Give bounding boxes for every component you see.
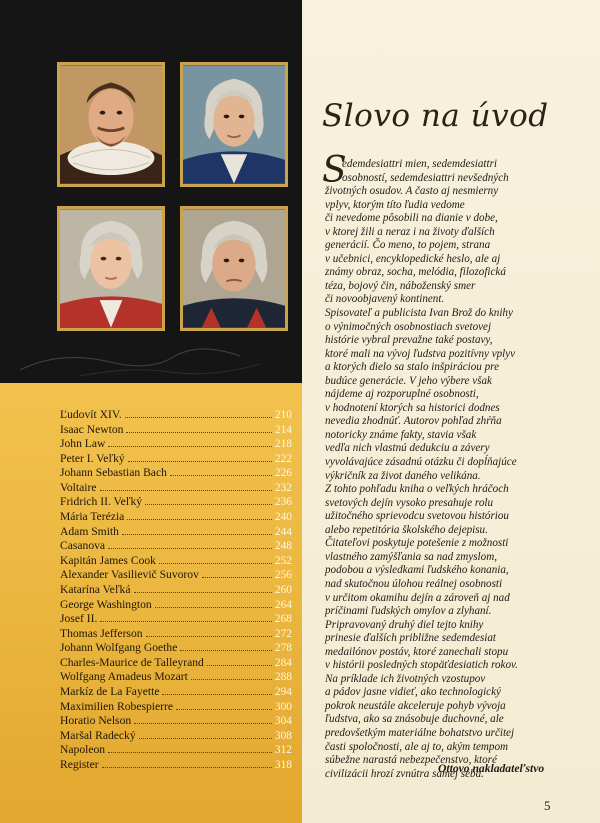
toc-entry-page: 244 [274, 525, 292, 538]
text-line: alebo repetitória školského dejepisu. [325, 523, 488, 536]
text-line: svetových dejín vysoko presahuje rolu [325, 496, 493, 509]
toc-entry-page: 272 [274, 627, 292, 640]
toc-leader-dots [159, 563, 272, 564]
toc-leader-dots [134, 592, 272, 593]
toc-entry [60, 641, 292, 656]
toc-entry-page: 318 [274, 758, 292, 771]
text-line: či novoobjavený kontinent. [325, 293, 445, 306]
toc-entry-name: Voltaire [60, 480, 97, 494]
toc-entry-name: Napoleon [60, 743, 106, 757]
toc-entry [60, 510, 292, 525]
toc-entry-page: 278 [274, 642, 292, 655]
text-line: užitočného sprievodcu svetovou históriou [325, 510, 509, 523]
toc-entry-name: Maximilien Robespierre [60, 699, 174, 713]
decorative-swirl [0, 340, 302, 390]
page-number: 5 [544, 798, 551, 813]
toc-entry-page: 264 [274, 598, 292, 611]
toc-leader-dots [139, 738, 272, 739]
text-line: notoricky známe fakty, stavia však [325, 428, 477, 441]
toc-leader-dots [207, 665, 272, 666]
text-line: pokrok neustále akceleruje pohyb vývoja [325, 699, 506, 712]
toc-entry-page: 214 [274, 423, 292, 436]
toc-entry-name: Josef II. [60, 612, 98, 626]
toc-entry [60, 525, 292, 540]
toc-entry-name: Wolfgang Amadeus Mozart [60, 670, 188, 684]
toc-entry-page: 284 [274, 656, 292, 669]
text-line: vlastného zamýšľania sa nad zmyslom, [325, 550, 497, 563]
toc-entry-page: 210 [274, 409, 292, 421]
text-line: nevedia zhodnúť. Autorov pohľad zhŕňa [325, 415, 502, 428]
toc-entry [60, 743, 292, 758]
toc-entry [60, 408, 292, 423]
toc-leader-dots [170, 475, 272, 476]
text-line: prinesie ďalších približne sedemdesiat [325, 632, 496, 645]
toc-entry [60, 758, 292, 773]
toc-entry-name: Johann Wolfgang Goethe [60, 641, 178, 655]
toc-leader-dots [125, 417, 272, 418]
text-line: nad skutočnou úlohou reálnej osobnosti [325, 577, 503, 590]
toc-entry-page: 308 [274, 729, 292, 742]
text-line: životných osudov. A často aj nesmierny [325, 185, 499, 198]
text-line: známy obraz, socha, melódia, filozofická [325, 266, 506, 279]
page-title: Slovo na úvod [322, 98, 549, 134]
toc-leader-dots [162, 694, 271, 695]
text-line: vplyv, ktorým títo ľudia vedome [325, 198, 465, 211]
text-line: príčinami ľudských omylov a zlyhaní. [325, 605, 492, 618]
toc-entry [60, 568, 292, 583]
toc-entry-name: Katarína Veľká [60, 582, 131, 596]
toc-entry [60, 583, 292, 598]
toc-entry-page: 256 [274, 569, 292, 582]
text-line: vyvolávajúce zásadnú otázku či dopĺňajúce [325, 456, 517, 469]
toc-leader-dots [108, 548, 272, 549]
toc-entry [60, 539, 292, 554]
toc-leader-dots [127, 519, 272, 520]
text-line: predovšetkým materiálne bohatstvo určitej [325, 726, 515, 739]
toc-entry-name: Isaac Newton [60, 422, 124, 436]
toc-entry [60, 700, 292, 715]
toc-entry-name: Johann Sebastian Bach [60, 466, 167, 480]
text-line: či nevedome pôsobili na dianie v dobe, [325, 212, 498, 225]
toc-entry-page: 294 [274, 685, 292, 698]
text-line: generácií. Čo meno, to pojem, strana [325, 239, 491, 252]
toc-leader-dots [202, 577, 272, 578]
text-line: histórie vybral prevažne také postavy, [325, 334, 493, 347]
toc-entry [60, 627, 292, 642]
text-line: Čitateľovi poskytuje potešenie z možnosti [325, 537, 509, 550]
text-line: v určitom okamihu dejín a zároveň aj nad [325, 591, 510, 604]
toc-leader-dots [108, 752, 272, 753]
toc-entry [60, 481, 292, 496]
text-line: téza, bojový čin, náboženský smer [325, 279, 476, 292]
toc-entry-name: Mária Terézia [60, 510, 125, 524]
toc-entry-name: John Law [60, 437, 106, 451]
text-line: medailónov postáv, ktoré zanechali stopu [325, 645, 509, 658]
toc-entry-page: 222 [274, 452, 292, 465]
toc-entry-name: Peter I. Veľký [60, 451, 125, 465]
toc-entry [60, 466, 292, 481]
toc-entry-name: Adam Smith [60, 524, 119, 538]
toc-entry-name: Ľudovít XIV. [60, 408, 122, 421]
toc-entry [60, 423, 292, 438]
publisher-signature: Ottovo nakladateľstvo [438, 762, 545, 775]
toc-leader-dots [126, 432, 271, 433]
toc-entry-name: Horatio Nelson [60, 714, 132, 728]
text-line: ktoré mali na vývoj ľudstva pozitívny vplyv [325, 347, 516, 360]
text-line: nájdeme aj rozporuplné osobnosti, [325, 388, 479, 401]
toc-entry [60, 612, 292, 627]
toc-entry [60, 685, 292, 700]
text-line: osobností, sedemdesiattri nevšedných [342, 171, 509, 184]
drop-cap: S [322, 150, 347, 191]
table-of-contents [60, 408, 292, 772]
toc-leader-dots [100, 490, 272, 491]
text-line: Na príklade ich životných vzostupov [325, 672, 486, 685]
toc-entry-name: Thomas Jefferson [60, 626, 143, 640]
toc-entry-name: Kapitán James Cook [60, 553, 156, 567]
text-line: ľudstva, ako sa znásobuje duchovné, ale [325, 713, 504, 726]
toc-leader-dots [180, 650, 272, 651]
toc-entry-name: Markíz de La Fayette [60, 684, 160, 698]
toc-entry-page: 288 [274, 671, 292, 684]
toc-entry-page: 240 [274, 511, 292, 524]
toc-entry-name: Casanova [60, 539, 106, 553]
toc-entry [60, 714, 292, 729]
text-line: edemdesiattri mien, sedemdesiattri [342, 158, 497, 170]
toc-entry-name: Register [60, 757, 99, 771]
text-line: vedľa nich vlastnú dedukciu a závery [325, 442, 490, 455]
toc-entry [60, 598, 292, 613]
toc-entry-page: 300 [274, 700, 292, 713]
text-line: súbežne narastá nebezpečenstvo, ktoré [325, 754, 497, 767]
intro-text [322, 150, 570, 781]
text-line: Pripravovaný druhý diel tejto knihy [325, 618, 484, 631]
text-line: o výnimočných osobnostiach svetovej [325, 320, 492, 333]
toc-leader-dots [146, 636, 272, 637]
toc-entry-page: 304 [274, 715, 292, 728]
toc-leader-dots [145, 504, 272, 505]
text-line: Spisovateľ a publicista Ivan Brož do knihy [325, 307, 513, 320]
text-line: a pádov jasne vidieť, ako technologický [325, 686, 501, 699]
toc-leader-dots [122, 534, 272, 535]
text-line: civilizácii hrozí zvnútra samej seba. [325, 767, 484, 780]
toc-leader-dots [134, 723, 272, 724]
text-line: budúce generácie. V jeho výbere však [325, 374, 492, 387]
portrait-white-wig [180, 62, 288, 187]
toc-entry-name: Maršal Radecký [60, 728, 136, 742]
toc-entry [60, 670, 292, 685]
text-line: v učebnici, encyklopedické heslo, ale aj [325, 252, 501, 265]
toc-entry-page: 226 [274, 467, 292, 480]
text-line: výkričník za život daného velikána. [325, 469, 481, 482]
toc-entry [60, 554, 292, 569]
toc-leader-dots [102, 767, 272, 768]
portrait-tricorn-era [180, 206, 288, 331]
toc-entry-page: 232 [274, 481, 292, 494]
toc-leader-dots [100, 621, 272, 622]
toc-leader-dots [176, 709, 272, 710]
text-line: Z tohto pohľadu kniha o veľkých hráčoch [325, 483, 509, 496]
text-line: a ktorých dielo sa stalo inšpiráciou pre [325, 361, 499, 374]
text-line: v ktorej žili a neraz i na životy ďalších [325, 225, 495, 238]
toc-entry-page: 248 [274, 540, 292, 553]
toc-entry-page: 218 [274, 438, 292, 451]
toc-entry-name: George Washington [60, 597, 152, 611]
toc-entry-name: Charles-Maurice de Talleyrand [60, 655, 204, 669]
toc-entry [60, 656, 292, 671]
toc-leader-dots [155, 607, 272, 608]
toc-entry-name: Alexander Vasilievič Suvorov [60, 568, 199, 582]
toc-entry [60, 437, 292, 452]
portrait-ruff-collar [57, 62, 165, 187]
toc-leader-dots [108, 446, 272, 447]
intro-paragraph [325, 158, 570, 781]
toc-leader-dots [191, 679, 272, 680]
toc-entry [60, 452, 292, 467]
toc-entry-page: 252 [274, 554, 292, 567]
toc-entry-page: 312 [274, 744, 292, 757]
text-line: podobou a výsledkami ľudského konania, [325, 564, 509, 577]
toc-entry-page: 268 [274, 613, 292, 626]
portrait-red-coat [57, 206, 165, 331]
text-line: časti spoločnosti, ale aj to, akým tempom [325, 740, 509, 753]
toc-entry-name: Fridrich II. Veľký [60, 495, 143, 509]
toc-entry-page: 236 [274, 496, 292, 509]
toc-entry-page: 260 [274, 583, 292, 596]
toc-entry [60, 495, 292, 510]
toc-entry [60, 729, 292, 744]
text-line: v histórii posledných stopäťdesiatich rokov. [325, 659, 518, 672]
text-line: v hodnotení ktorých sa historici dodnes [325, 401, 500, 414]
toc-leader-dots [128, 461, 272, 462]
